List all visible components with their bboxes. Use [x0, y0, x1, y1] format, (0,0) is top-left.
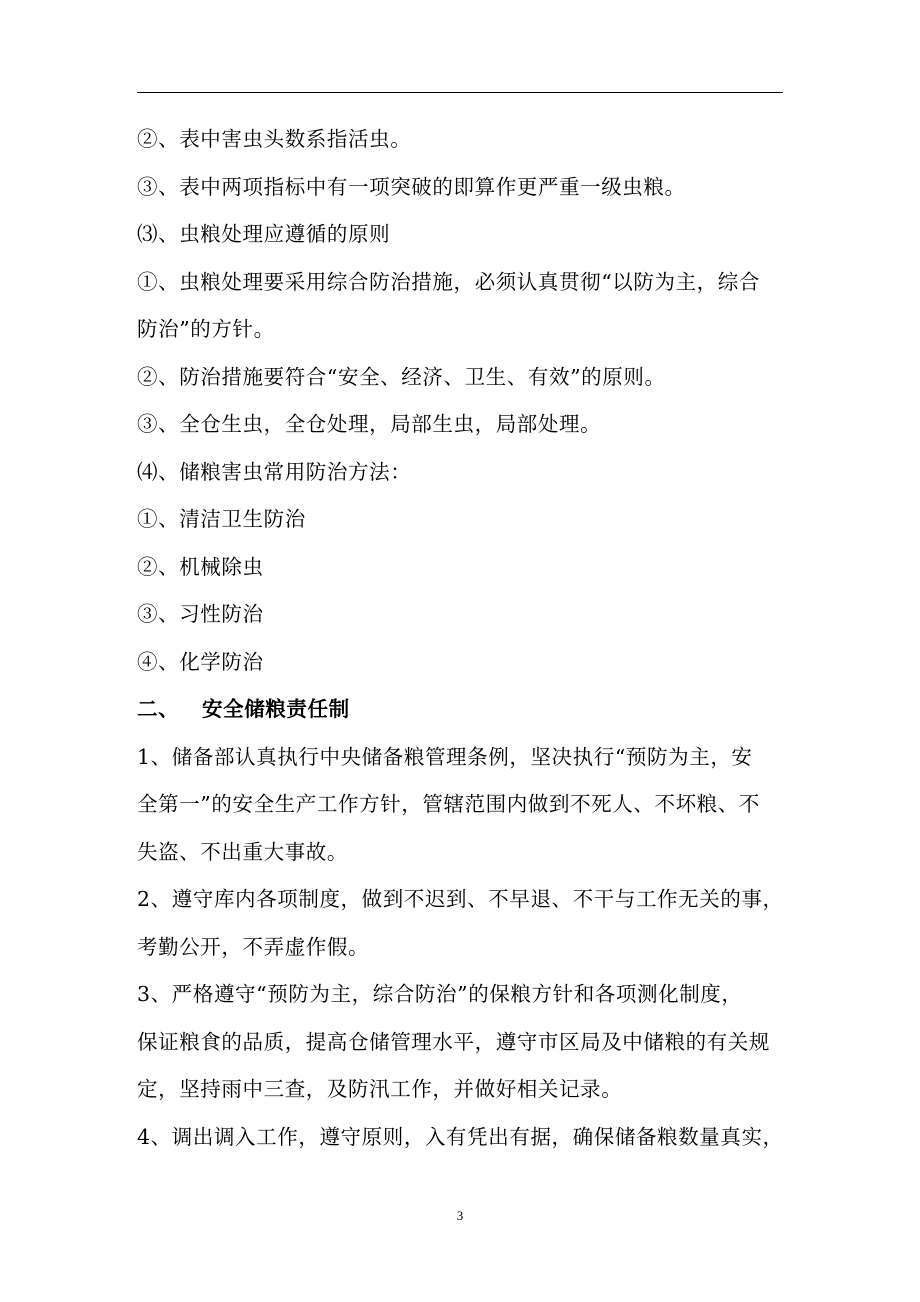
text-line: ⑶、虫粮处理应遵循的原则	[137, 222, 391, 246]
section-title: 安全储粮责任制	[202, 697, 350, 721]
text-line: ①、虫粮处理要采用综合防治措施，必须认真贯彻“以防为主，综合	[137, 269, 760, 294]
text-line: ③、全仓生虫，全仓处理，局部生虫，局部处理。	[137, 412, 602, 436]
text-line: ⑷、储粮害虫常用防治方法：	[137, 459, 412, 484]
text-line: 2、遵守库内各项制度，做到不迟到、不早退、不干与工作无关的事，	[137, 887, 784, 911]
section-number: 二、	[137, 697, 180, 721]
text-line: 保证粮食的品质，提高仓储管理水平，遵守市区局及中储粮的有关规	[137, 1029, 770, 1054]
text-line: 1、储备部认真执行中央储备粮管理条例，坚决执行“预防为主，安	[137, 744, 753, 769]
text-line: ③、习性防治	[137, 602, 264, 626]
text-line: 防治”的方针。	[137, 317, 275, 341]
text-line: 4、调出调入工作，遵守原则，入有凭出有据，确保储备粮数量真实，	[137, 1124, 784, 1149]
text-line: 定，坚持雨中三查，及防汛工作，并做好相关记录。	[137, 1077, 623, 1101]
text-line: 失盗、不出重大事故。	[137, 839, 348, 864]
text-line: 考勤公开，不弄虚作假。	[137, 934, 370, 959]
text-line: ③、表中两项指标中有一项突破的即算作更严重一级虫粮。	[137, 174, 686, 199]
text-line: ②、表中害虫头数系指活虫。	[137, 127, 412, 151]
text-line: ①、清洁卫生防治	[137, 507, 306, 531]
text-line: ②、防治措施要符合“安全、经济、卫生、有效”的原则。	[137, 364, 666, 389]
text-line: ④、化学防治	[137, 649, 264, 674]
text-line: 3、严格遵守“预防为主，综合防治”的保粮方针和各项测化制度，	[137, 982, 743, 1006]
section-heading	[137, 686, 787, 734]
text-line: ②、机械除虫	[137, 554, 264, 579]
header-rule	[137, 92, 783, 93]
text-line: 全第一”的安全生产工作方针，管辖范围内做到不死人、不坏粮、不	[137, 792, 760, 816]
page-number: 3	[456, 1208, 464, 1223]
document-body	[137, 116, 787, 1161]
